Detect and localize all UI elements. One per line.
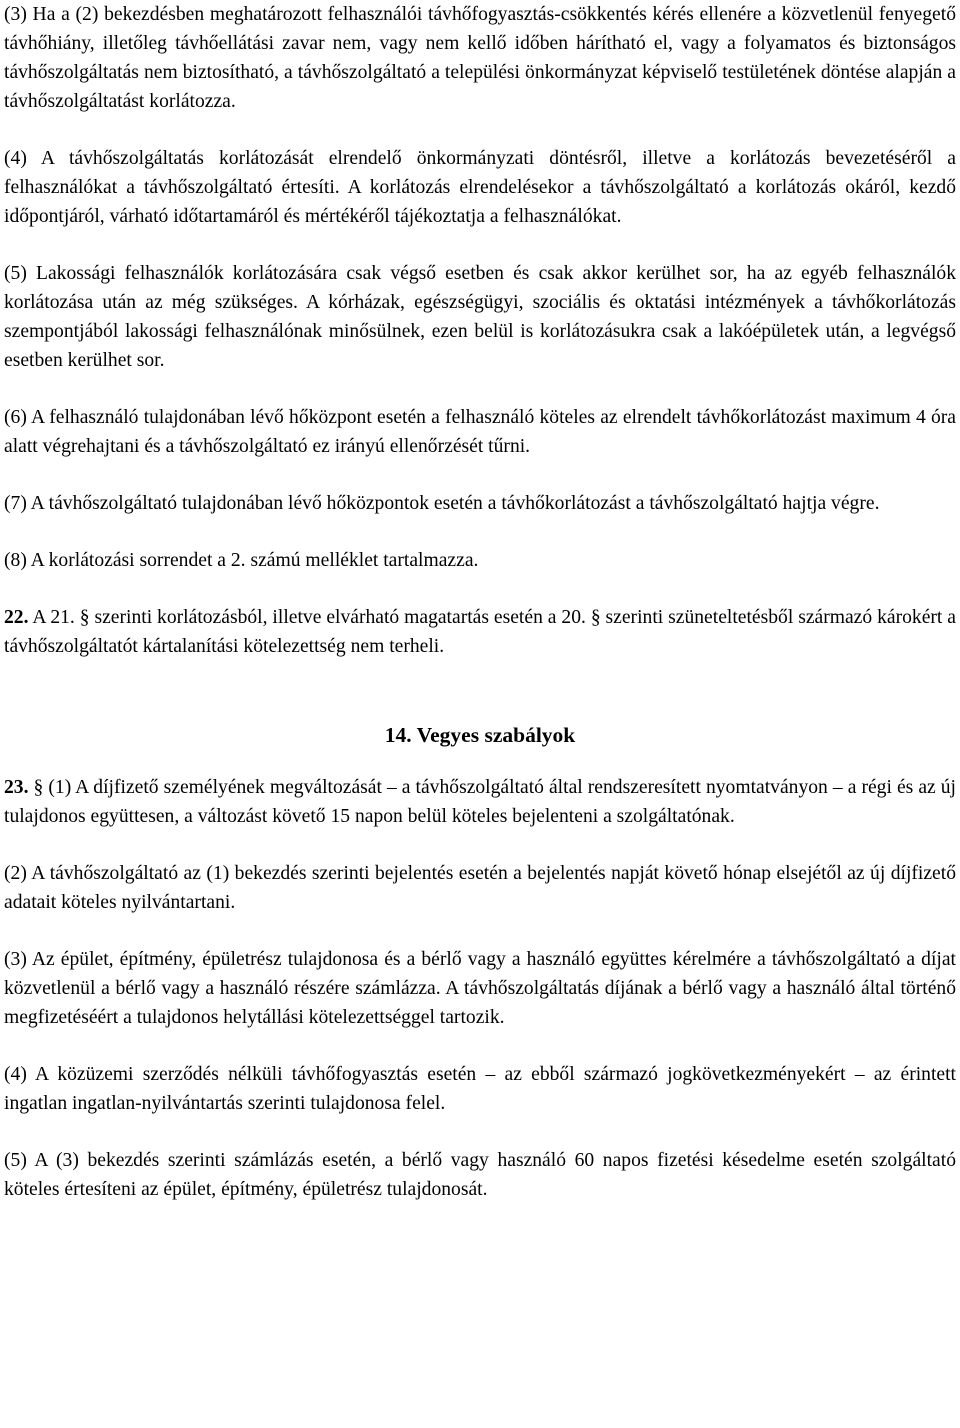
paragraph-21-7: (7) A távhőszolgáltató tulajdonában lévő hőközpontok esetén a távhőkorlátozást a távhőszolgáltató hajtja végre. <box>4 493 880 514</box>
paragraph-23-4: (4) A közüzemi szerződés nélküli távhőfogyasztás esetén – az ebből származó jogkövetkezményekért – az érintett ingatlan ingatlan-nyilvántartás szerinti tulajdonosa felel. <box>4 1064 956 1114</box>
section-23-1 <box>4 773 956 831</box>
section-22-text: A 21. § szerinti korlátozásból, illetve elvárható magatartás esetén a 20. § szerinti szüneteltetésből származó károkért a távhőszolgáltatót kártalanítási kötelezettség nem terheli. <box>4 607 956 657</box>
section-23-number: 23. <box>4 777 29 798</box>
paragraph-21-3: (3) Ha a (2) bekezdésben meghatározott felhasználói távhőfogyasztás-csökkentés kérés ellenére a közvetlenül fenyegető távhőhiány, illetőleg távhőellátási zavar nem, vagy nem kellő időben hárítható el, vagy a folyamatos és biztonságos távhőszolgáltatás nem biztosítható, a távhőszolgáltató a települési önkormányzat képviselő testületének döntése alapján a távhőszolgáltatást korlátozza. <box>4 4 956 112</box>
paragraph-23-2: (2) A távhőszolgáltató az (1) bekezdés szerinti bejelentés esetén a bejelentés napját követő hónap elsejétől az új díjfizető adatait köteles nyilvántartani. <box>4 863 956 913</box>
chapter-title: 14. Vegyes szabályok <box>384 723 576 747</box>
paragraph-21-8: (8) A korlátozási sorrendet a 2. számú melléklet tartalmazza. <box>4 550 479 571</box>
paragraph-21-5: (5) Lakossági felhasználók korlátozására csak végső esetben és csak akkor kerülhet sor, ha az egyéb felhasználók korlátozása után az még szükséges. A kórházak, egészségügyi, szociális és oktatási intézmények a távhőkorlátozás szempontjából lakossági felhasználónak minősülnek, ezen belül is korlátozásukra csak a lakóépületek után, a legvégső esetben kerülhet sor. <box>4 263 956 371</box>
section-23-text: § (1) A díjfizető személyének megváltozását – a távhőszolgáltató által rendszeresített nyomtatványon – a régi és az új tulajdonos együttesen, a változást követő 15 napon belül köteles bejelenteni a szolgáltatónak. <box>4 777 956 827</box>
section-22-number: 22. <box>4 607 29 628</box>
section-22 <box>4 603 956 661</box>
paragraph-21-4: (4) A távhőszolgáltatás korlátozását elrendelő önkormányzati döntésről, illetve a korlátozás bevezetéséről a felhasználókat a távhőszolgáltató értesíti. A korlátozás elrendelésekor a távhőszolgáltató a korlátozás okáról, kezdő időpontjáról, várható időtartamáról és mértékéről tájékoztatja a felhasználókat. <box>4 148 956 227</box>
paragraph-21-6: (6) A felhasználó tulajdonában lévő hőközpont esetén a felhasználó köteles az elrendelt távhőkorlátozást maximum 4 óra alatt végrehajtani és a távhőszolgáltató ez irányú ellenőrzését tűrni. <box>4 407 956 457</box>
paragraph-23-5: (5) A (3) bekezdés szerinti számlázás esetén, a bérlő vagy használó 60 napos fizetési késedelme esetén szolgáltató köteles értesíteni az épület, építmény, épületrész tulajdonosát. <box>4 1150 956 1200</box>
paragraph-23-3: (3) Az épület, építmény, épületrész tulajdonosa és a bérlő vagy a használó együttes kérelmére a távhőszolgáltató a díjat közvetlenül a bérlő vagy a használó részére számlázza. A távhőszolgáltatás díjának a bérlő vagy a használó által történő megfizetéséért a tulajdonos helytállási kötelezettséggel tartozik. <box>4 949 956 1028</box>
document-page <box>4 0 956 1204</box>
